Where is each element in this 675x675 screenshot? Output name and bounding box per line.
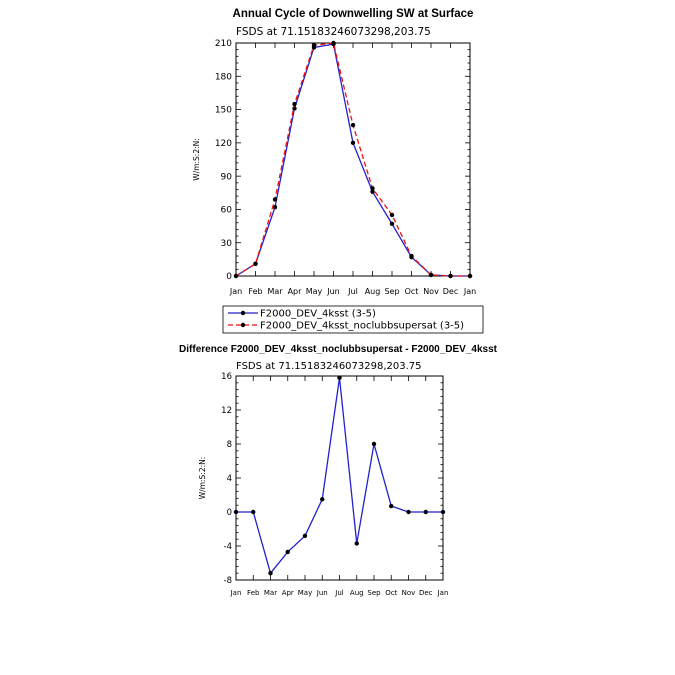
x-tick-label: Aug bbox=[364, 287, 381, 296]
difference-chart bbox=[179, 344, 498, 597]
chart-subtitle: FSDS at 71.15183246073298,203.75 bbox=[236, 26, 431, 38]
x-tick-label: Jan bbox=[230, 589, 242, 597]
data-point bbox=[389, 504, 393, 508]
plot-frame bbox=[236, 43, 470, 276]
y-axis-label: W/m:S:2:N: bbox=[192, 138, 201, 181]
x-tick-label: Jan bbox=[437, 589, 449, 597]
legend bbox=[223, 306, 483, 333]
series-line-0 bbox=[236, 378, 443, 574]
x-tick-label: Oct bbox=[404, 287, 419, 296]
y-tick-label: -4 bbox=[223, 541, 232, 552]
y-tick-label: 120 bbox=[214, 139, 232, 150]
y-tick-label: 150 bbox=[214, 105, 232, 116]
y-tick-label: -8 bbox=[223, 575, 232, 586]
y-tick-label: 60 bbox=[220, 205, 232, 216]
x-tick-label: Mar bbox=[263, 589, 278, 597]
y-tick-label: 8 bbox=[226, 439, 232, 450]
x-tick-label: Feb bbox=[248, 287, 263, 296]
series-line-1 bbox=[236, 43, 470, 276]
x-tick-label: Jun bbox=[327, 287, 340, 296]
data-point bbox=[234, 510, 238, 514]
data-point bbox=[253, 262, 257, 266]
y-tick-label: 0 bbox=[226, 507, 232, 518]
x-tick-label: May bbox=[305, 287, 323, 296]
series-line-0 bbox=[236, 44, 470, 276]
x-tick-label: Dec bbox=[442, 287, 459, 296]
x-tick-label: Jun bbox=[316, 589, 328, 597]
y-tick-label: 30 bbox=[220, 238, 232, 249]
x-tick-label: May bbox=[297, 589, 313, 597]
data-point bbox=[372, 442, 376, 446]
y-tick-label: 12 bbox=[221, 405, 232, 416]
chart-title: Difference F2000_DEV_4ksst_noclubbsupersat - F2000_DEV_4ksst bbox=[179, 344, 497, 355]
data-point bbox=[351, 141, 355, 145]
data-point bbox=[424, 510, 428, 514]
y-tick-label: 4 bbox=[226, 473, 232, 484]
legend-marker bbox=[241, 323, 245, 327]
x-tick-label: Feb bbox=[247, 589, 260, 597]
data-point bbox=[312, 43, 316, 47]
x-tick-label: Sep bbox=[384, 287, 400, 296]
data-point bbox=[390, 222, 394, 226]
data-point bbox=[448, 274, 452, 278]
data-point bbox=[337, 376, 341, 380]
y-tick-label: 16 bbox=[221, 371, 232, 382]
y-tick-label: 210 bbox=[214, 39, 232, 50]
data-point bbox=[331, 41, 335, 45]
x-tick-label: Jul bbox=[348, 287, 358, 296]
data-point bbox=[303, 534, 307, 538]
data-point bbox=[355, 541, 359, 545]
x-tick-label: Apr bbox=[287, 287, 302, 296]
y-axis-label: W/m:S:2:N: bbox=[198, 456, 207, 500]
legend-entry-label: F2000_DEV_4ksst_noclubbsupersat (3-5) bbox=[260, 320, 465, 332]
data-point bbox=[351, 123, 355, 127]
data-point bbox=[273, 197, 277, 201]
data-point bbox=[390, 213, 394, 217]
y-tick-label: 0 bbox=[226, 272, 232, 283]
x-tick-label: Apr bbox=[281, 589, 294, 597]
x-tick-label: Jan bbox=[229, 287, 243, 296]
data-point bbox=[268, 571, 272, 575]
data-point bbox=[370, 186, 374, 190]
data-point bbox=[320, 497, 324, 501]
x-tick-label: Nov bbox=[401, 589, 416, 597]
x-tick-label: Aug bbox=[349, 589, 364, 597]
plot-frame bbox=[236, 376, 443, 580]
data-point bbox=[406, 510, 410, 514]
data-point bbox=[251, 510, 255, 514]
data-point bbox=[286, 550, 290, 554]
data-point bbox=[292, 102, 296, 106]
data-point bbox=[409, 254, 413, 258]
x-tick-label: Jul bbox=[335, 589, 344, 597]
x-tick-label: Mar bbox=[267, 287, 283, 296]
x-tick-label: Jan bbox=[463, 287, 477, 296]
chart-title: Annual Cycle of Downwelling SW at Surface bbox=[232, 8, 474, 20]
legend-marker bbox=[241, 311, 245, 315]
x-tick-label: Oct bbox=[385, 589, 398, 597]
y-tick-label: 180 bbox=[214, 72, 232, 83]
annual-cycle-chart bbox=[192, 8, 476, 296]
data-point bbox=[429, 273, 433, 277]
data-point bbox=[234, 274, 238, 278]
data-point bbox=[468, 274, 472, 278]
data-point bbox=[441, 510, 445, 514]
x-tick-label: Sep bbox=[367, 589, 381, 597]
legend-entry-label: F2000_DEV_4ksst (3-5) bbox=[260, 308, 376, 320]
x-tick-label: Nov bbox=[423, 287, 439, 296]
chart-subtitle: FSDS at 71.15183246073298,203.75 bbox=[236, 361, 422, 372]
y-tick-label: 90 bbox=[220, 172, 232, 183]
x-tick-label: Dec bbox=[418, 589, 433, 597]
